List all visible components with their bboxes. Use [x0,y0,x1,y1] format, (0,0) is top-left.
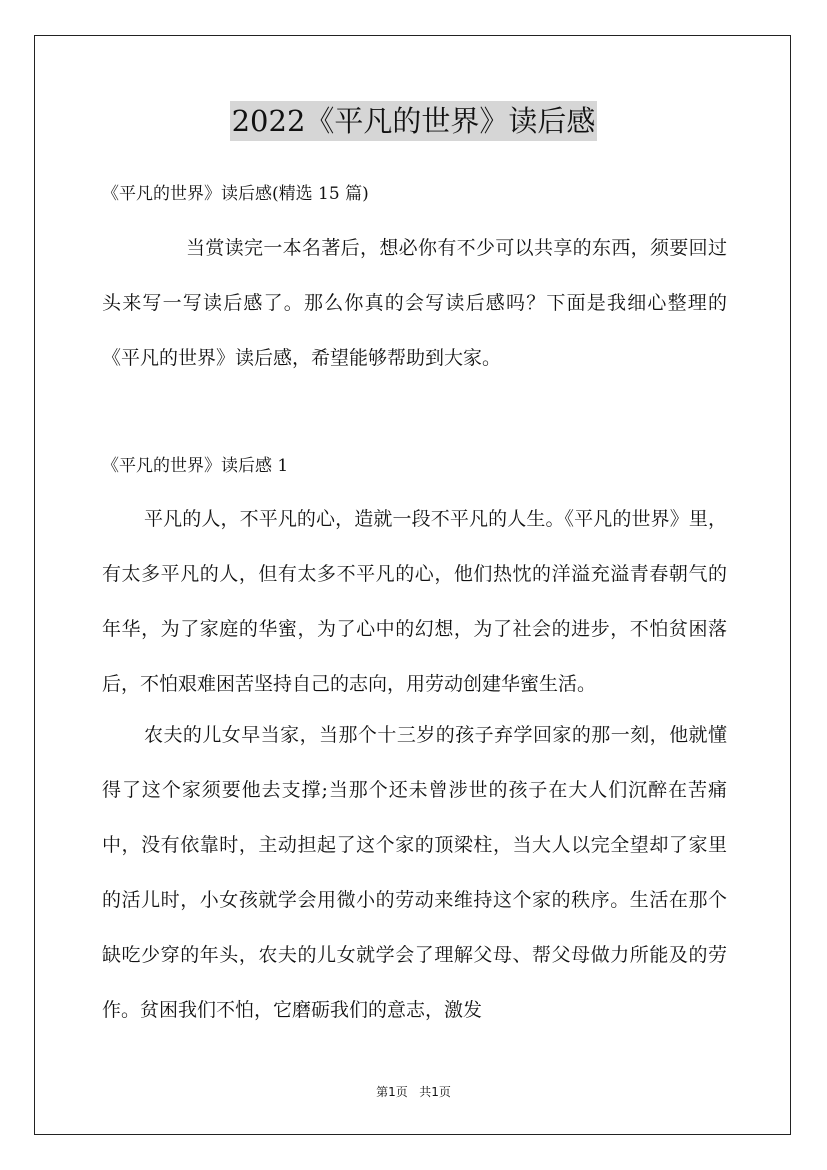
title-container [0,101,827,141]
intro-paragraph: 当赏读完一本名著后，想必你有不少可以共享的东西，须要回过头来写一写读后感了。那么你真的会写读后感吗？下面是我细心整理的《平凡的世界》读后感，希望能够帮助到大家。 [102,237,727,369]
document-title: 2022《平凡的世界》读后感 [230,101,598,141]
page-footer: 第1页 共1页 [376,1085,451,1099]
body-paragraph-2: 农夫的儿女早当家，当那个十三岁的孩子弃学回家的那一刻，他就懂得了这个家须要他去支撑;当那个还未曾涉世的孩子在大人们沉醉在苦痛中，没有依靠时，主动担起了这个家的顶梁柱，当大人以完全望却了家里的活儿时，小女孩就学会用微小的劳动来维持这个家的秩序。生活在那个缺吃少穿的年头，农夫的儿女就学会了理解父母、帮父母做力所能及的劳作。贫困我们不怕，它磨砺我们的意志，激发 [102,724,727,1021]
section-heading: 《平凡的世界》读后感 1 [102,456,289,476]
body-paragraph-1: 平凡的人，不平凡的心，造就一段不平凡的人生。《平凡的世界》里，有太多平凡的人，但有太多不平凡的心，他们热忱的洋溢充溢青春朝气的年华，为了家庭的华蜜，为了心中的幻想，为了社会的进步，不怕贫困落后，不怕艰难困苦坚持自己的志向，用劳动创建华蜜生活。 [102,508,727,695]
document-subtitle: 《平凡的世界》读后感(精选 15 篇) [102,184,369,204]
